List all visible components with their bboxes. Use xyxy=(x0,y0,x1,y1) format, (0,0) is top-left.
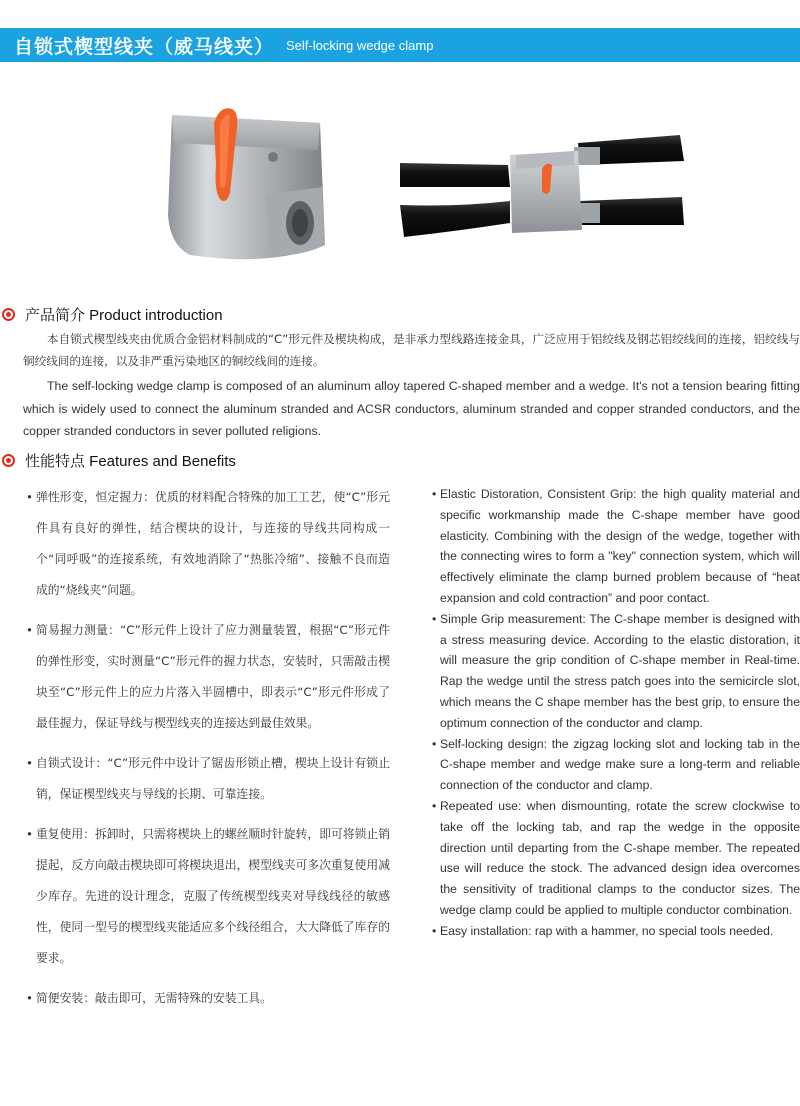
bullseye-icon xyxy=(2,308,15,321)
intro-heading xyxy=(0,304,223,325)
list-item: • Self-locking design: the zigzag locking slot and locking tab in the C-shape member and wedge make sure a long-term and reliable connection of the conductor and clamp. xyxy=(432,736,800,793)
intro-en-paragraph: The self-locking wedge clamp is composed of an aluminum alloy tapered C-shaped member and a wedge. It's not a tension bearing fitting which is widely used to connect the aluminum stranded and ACSR conductors, aluminum stranded and copper stranded conductors, and the copper stranded conductors in sever polluted religions. xyxy=(23,379,800,438)
intro-zh-paragraph: 本自锁式楔型线夹由优质合金铝材料制成的“C”形元件及楔块构成，是非承力型线路连接金具，广泛应用于铝绞线及钢芯铝绞线间的连接，铝绞线与铜绞线间的连接，以及非严重污染地区的铜绞线间的连接。 xyxy=(23,332,800,368)
clamp-photo xyxy=(150,95,350,275)
list-item: • Elastic Distoration, Consistent Grip: the high quality material and specific workmanship made the C-shape member have good elasticity. Combining with the design of the wedge, together with the connecting wires to form a "key" connection system, which will effectively eliminate the clamp burned problem because of “heat expansion and cold contraction” and poor contact. xyxy=(432,487,800,605)
list-item: • 重复使用：拆卸时，只需将楔块上的螺丝顺时针旋转，即可将锁止销提起，反方向敲击楔块即可将楔块退出，楔型线夹可多次重复使用减少库存。先进的设计理念，克服了传统楔型线夹对导线线径的敏感性，使同一型号的楔型线夹能适应多个线径组合，大大降低了库存的要求。 xyxy=(26,827,390,965)
installed-clamp-photo xyxy=(398,125,690,265)
list-item: • 弹性形变，恒定握力：优质的材料配合特殊的加工工艺，使“C”形元件具有良好的弹性，结合楔块的设计，与连接的导线共同构成一个“同呼吸”的连接系统，有效地消除了“热胀冷缩”、接触不良而造成的“烧线夹”问题。 xyxy=(26,490,390,597)
title-en: Self-locking wedge clamp xyxy=(286,37,434,53)
list-item: • Repeated use: when dismounting, rotate the screw clockwise to take off the locking tab, and rap the wedge in the opposite direction until departing from the C-shape member. The repeated use will reduce the stock. The advanced design idea overcomes the sensitivity of traditional clamps to the conductor sizes. The wedge clamp could be applied to multiple conductor combination. xyxy=(432,798,800,917)
list-item: • Easy installation: rap with a hammer, no special tools needed. xyxy=(432,923,774,938)
list-item: • 简便安装：敲击即可，无需特殊的安装工具。 xyxy=(26,991,272,1005)
title-zh: 自锁式楔型线夹（威马线夹） xyxy=(14,35,275,58)
list-item: • Simple Grip measurement: The C-shape member is designed with a stress measuring device. According to the elastic distoration, it will measure the grip condition of C-shape member in Real-time. Rap the wedge until the stress patch goes into the semicircle slot, which means the C shape member has the best grip, to ensure the optimum connection of the conductor and clamp. xyxy=(432,611,800,730)
features-heading-text: 性能特点 Features and Benefits xyxy=(25,453,236,470)
list-item: • 自锁式设计：“C”形元件中设计了锯齿形锁止槽，楔块上设计有锁止销，保证楔型线夹与导线的长期、可靠连接。 xyxy=(26,756,390,801)
features-en-list xyxy=(432,484,800,942)
features-heading xyxy=(0,450,236,471)
list-item: • 简易握力测量：“C”形元件上设计了应力测量装置，根据“C”形元件的弹性形变，实时测量“C”形元件的握力状态，安装时，只需敲击楔块至“C”形元件上的应力片落入半圆槽中，即表示“C”形元件形成了最佳握力，保证导线与楔型线夹的连接达到最佳效果。 xyxy=(26,623,390,730)
bullseye-icon xyxy=(2,454,15,467)
intro-body xyxy=(23,328,800,443)
intro-heading-text: 产品简介 Product introduction xyxy=(25,307,223,324)
header-banner xyxy=(0,28,800,62)
features-zh-list xyxy=(26,482,390,1014)
